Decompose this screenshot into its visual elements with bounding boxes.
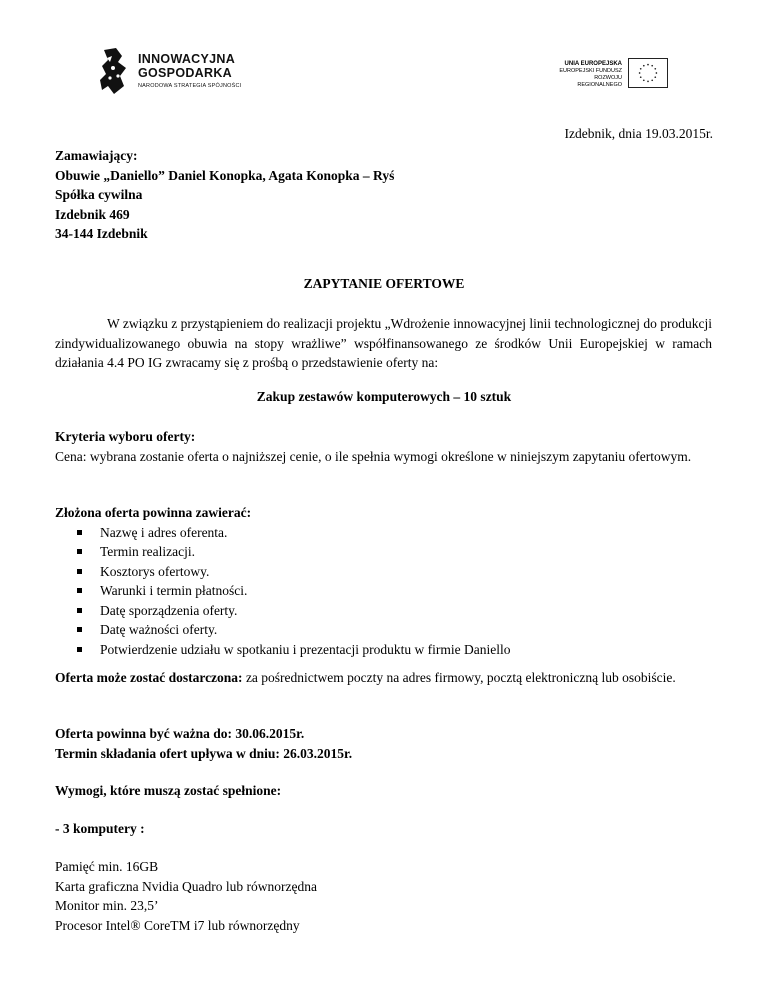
- ig-logo-line3: NARODOWA STRATEGIA SPÓJNOŚCI: [138, 83, 242, 89]
- spec-item: Karta graficzna Nvidia Quadro lub równorzędna: [55, 878, 318, 894]
- orderer-postal: 34-144 Izdebnik: [55, 226, 148, 241]
- orderer-heading: Zamawiający:: [55, 148, 138, 163]
- list-item: [55, 581, 712, 601]
- ig-logo-line2: GOSPODARKA: [138, 66, 232, 80]
- orderer-address: [55, 146, 394, 244]
- validity-date: Oferta powinna być ważna do: 30.06.2015r.: [55, 726, 305, 741]
- list-item: [55, 620, 712, 640]
- bullet-icon: [77, 569, 82, 574]
- eu-logo: [556, 58, 668, 94]
- spec-item: Monitor min. 23,5’: [55, 898, 159, 913]
- list-item: [55, 601, 712, 621]
- delivery-paragraph: [55, 668, 712, 688]
- requirements-heading: Wymogi, które muszą zostać spełnione:: [55, 783, 282, 798]
- list-item-text: Warunki i termin płatności.: [100, 583, 248, 598]
- list-item-text: Potwierdzenie udziału w spotkaniu i prezentacji produktu w firmie Daniello: [100, 641, 511, 657]
- ig-emblem-icon: [98, 46, 132, 96]
- specs-list: [55, 857, 712, 935]
- bullet-icon: [77, 549, 82, 554]
- offer-contents-list: [55, 523, 712, 660]
- eu-logo-line2: EUROPEJSKI FUNDUSZ: [559, 68, 622, 74]
- offer-contents-heading: Złożona oferta powinna zawierać:: [55, 505, 252, 520]
- bullet-icon: [77, 588, 82, 593]
- list-item-text: Datę ważności oferty.: [100, 622, 218, 637]
- bullet-icon: [77, 627, 82, 632]
- list-item: [55, 640, 712, 660]
- list-item: [55, 542, 712, 562]
- list-item-text: Nazwę i adres oferenta.: [100, 524, 228, 540]
- submission-deadline: Termin składania ofert upływa w dniu: 26.03.2015r.: [55, 745, 353, 761]
- delivery-label: Oferta może zostać dostarczona:: [55, 670, 243, 685]
- delivery-text: za pośrednictwem poczty na adres firmowy, pocztą elektroniczną lub osobiście.: [242, 670, 676, 685]
- list-item: [55, 562, 712, 582]
- spec-item: Pamięć min. 16GB: [55, 859, 159, 874]
- list-item-text: Kosztorys ofertowy.: [100, 563, 210, 579]
- bullet-icon: [77, 608, 82, 613]
- list-item-text: Termin realizacji.: [100, 544, 196, 559]
- list-item: [55, 523, 712, 543]
- innowacyjna-gospodarka-logo: [98, 46, 258, 98]
- criteria-text: Cena: wybrana zostanie oferta o najniższej cenie, o ile spełnia wymogi określone w niniejszym zapytaniu ofertowym.: [55, 448, 692, 464]
- eu-flag-icon: [628, 58, 668, 88]
- criteria-section: [55, 427, 712, 466]
- bullet-icon: [77, 530, 82, 535]
- subject-line: Zakup zestawów komputerowych – 10 sztuk: [256, 389, 512, 404]
- orderer-company: Obuwie „Daniello” Daniel Konopka, Agata Konopka – Ryś: [55, 167, 395, 183]
- orderer-company-type: Spółka cywilna: [55, 187, 143, 202]
- computers-heading: - 3 komputery :: [55, 821, 145, 836]
- criteria-heading: Kryteria wyboru oferty:: [55, 429, 196, 444]
- document-title: ZAPYTANIE OFERTOWE: [303, 276, 465, 291]
- date-line: Izdebnik, dnia 19.03.2015r.: [564, 126, 713, 141]
- list-item-text: Datę sporządzenia oferty.: [100, 602, 238, 618]
- offer-contents-section: [55, 503, 712, 659]
- intro-paragraph: W związku z przystąpieniem do realizacji projektu „Wdrożenie innowacyjnej linii technologicznej do produkcji zindywidualizowanego obuwia na stopy wrażliwe” współfinansowanego ze środków Unii Europejskiej w ramach działania 4.4 PO IG zwracamy się z prośbą o przedstawienie oferty na:: [55, 316, 712, 370]
- bullet-icon: [77, 647, 82, 652]
- validity-section: [55, 724, 712, 763]
- eu-logo-line3: ROZWOJU REGIONALNEGO: [577, 75, 622, 88]
- spec-item: Procesor Intel® CoreTM i7 lub równorzędny: [55, 917, 300, 933]
- eu-logo-line1: UNIA EUROPEJSKA: [564, 61, 622, 67]
- orderer-street: Izdebnik 469: [55, 206, 130, 222]
- ig-logo-line1: INNOWACYJNA: [138, 52, 236, 66]
